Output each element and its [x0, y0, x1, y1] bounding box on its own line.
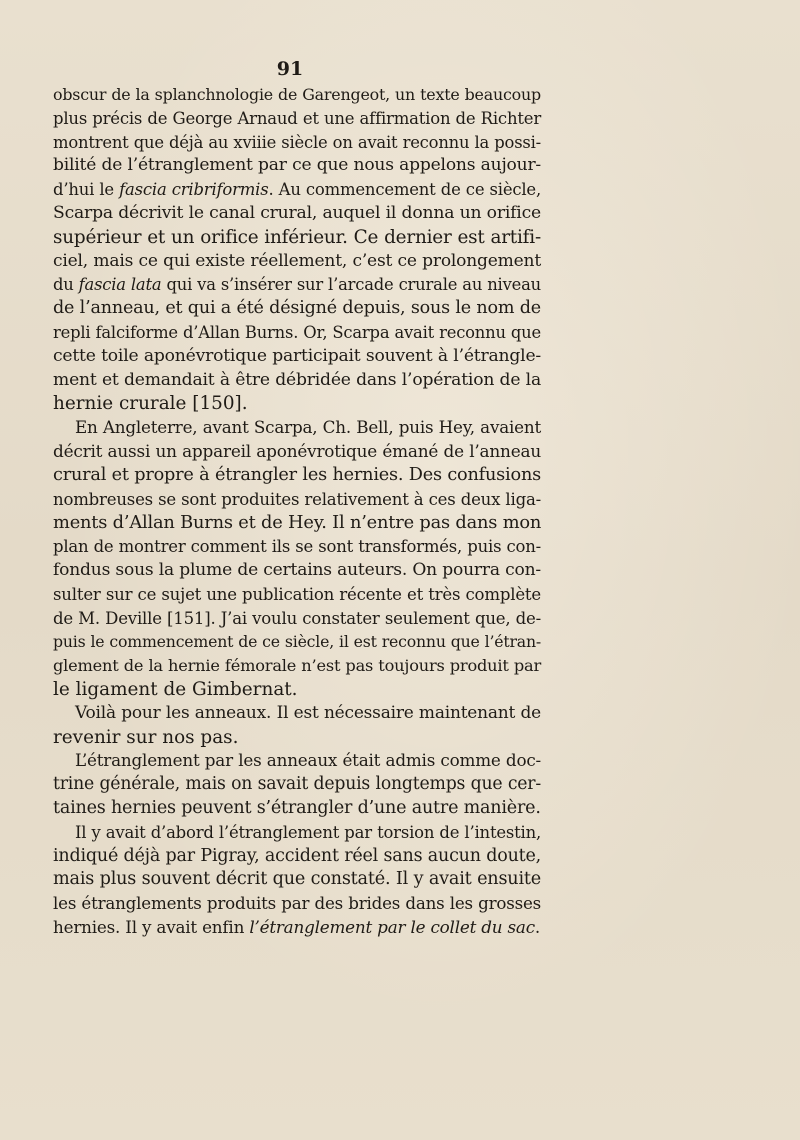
text-line: ments d’Allan Burns et de Hey. Il n’entre pas dans mon	[53, 512, 542, 534]
text-line: Voilà pour les anneaux. Il est nécessaire maintenant de	[75, 702, 541, 723]
text-line: crural et propre à étrangler les hernies. Des confusions	[53, 464, 541, 485]
text-line: plus précis de George Arnaud et une affirmation de Richter	[53, 108, 541, 128]
text-line: indiqué déjà par Pigray, accident réel sans aucun doute,	[53, 845, 541, 866]
text-line: fondus sous la plume de certains auteurs. On pourra con-	[53, 559, 541, 580]
text-line: décrit aussi un appareil aponévrotique émané de l’anneau	[53, 440, 541, 461]
text-line: le ligament de Gimbernat.	[53, 678, 298, 700]
text-line: nombreuses se sont produites relativement à ces deux liga-	[53, 489, 541, 509]
text-line: trine générale, mais on savait depuis longtemps que cer-	[53, 774, 541, 795]
text-line: mais plus souvent décrit que constaté. Il y avait ensuite	[53, 869, 541, 890]
text-line: puis le commencement de ce siècle, il est reconnu que l’étran-	[53, 632, 541, 652]
text-line: supérieur et un orifice inférieur. Ce dernier est artifi-	[53, 226, 541, 248]
text-line: les étranglements produits par des brides dans les grosses	[53, 894, 541, 914]
text-line: de l’anneau, et qui a été désigné depuis, sous le nom de	[53, 298, 541, 319]
text-line: bilité de l’étranglement par ce que nous appelons aujour-	[53, 155, 541, 176]
text-line: plan de montrer comment ils se sont transformés, puis con-	[53, 537, 541, 557]
text-line: montrent que déjà au xviiie siècle on avait reconnu la possi-	[53, 132, 541, 152]
text-line: ciel, mais ce qui existe réellement, c’est ce prolongement	[53, 250, 541, 271]
text-line: ment et demandait à être débridée dans l’opération de la	[53, 369, 541, 390]
text-line: du fascia lata qui va s’insérer sur l’arcade crurale au niveau	[53, 275, 541, 295]
text-line: sulter sur ce sujet une publication récente et très complète	[53, 584, 541, 604]
text-line: cette toile aponévrotique participait souvent à l’étrangle-	[53, 345, 541, 366]
text-line: Scarpa décrivit le canal crural, auquel il donna un orifice	[53, 202, 541, 223]
text-line: L’étranglement par les anneaux était admis comme doc-	[75, 750, 541, 771]
text-line: d’hui le fascia cribriformis. Au commencement de ce siècle,	[53, 180, 541, 200]
text-line: En Angleterre, avant Scarpa, Ch. Bell, puis Hey, avaient	[75, 417, 541, 438]
text-line: Il y avait d’abord l’étranglement par torsion de l’intestin,	[75, 822, 541, 842]
text-line: revenir sur nos pas.	[53, 726, 239, 748]
text-line: taines hernies peuvent s’étrangler d’une autre manière.	[53, 797, 541, 818]
text-line: de M. Deville [151]. J’ai voulu constater seulement que, de-	[53, 608, 541, 628]
italic-term: fascia cribriformis	[119, 180, 269, 200]
text-line: hernie crurale [150].	[53, 393, 248, 415]
text-line: glement de la hernie fémorale n’est pas toujours produit par	[53, 656, 541, 676]
text-line: obscur de la splanchnologie de Garengeot, un texte beaucoup	[53, 85, 541, 104]
body-text	[53, 83, 541, 940]
italic-term: fascia lata	[78, 275, 162, 295]
text-line: repli falciforme d’Allan Burns. Or, Scarpa avait reconnu que	[53, 322, 541, 342]
italic-term: l’étranglement par le collet du sac	[249, 916, 535, 937]
text-line: hernies. Il y avait enfin l’étranglement par le collet du sac.	[53, 916, 541, 937]
page-number: 91	[276, 58, 304, 80]
